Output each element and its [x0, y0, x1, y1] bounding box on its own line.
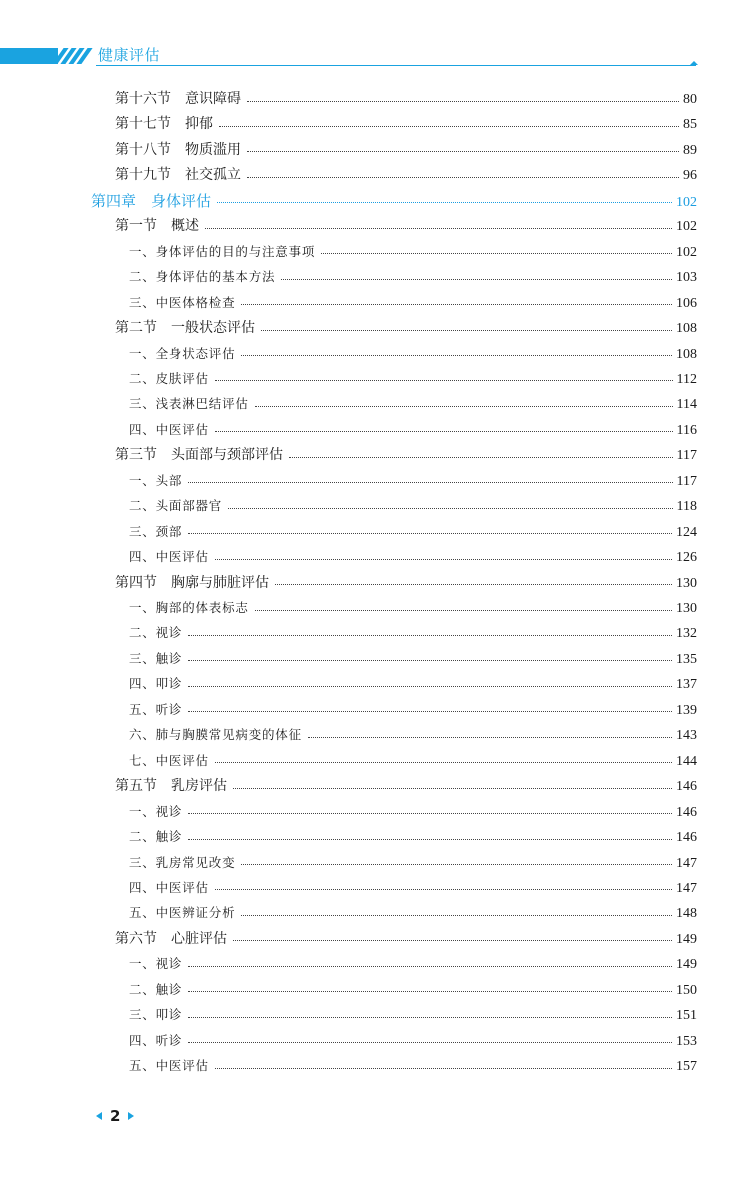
toc-entry-label: 第十八节 物质滥用 [115, 141, 241, 158]
toc-entry-page: 114 [676, 397, 697, 413]
toc-section-entry[interactable] [115, 444, 697, 466]
header-stripes [58, 48, 90, 64]
dot-leader [241, 915, 672, 916]
toc-entry-page: 118 [676, 499, 697, 515]
toc-entry-label: 一、全身状态评估 [129, 345, 236, 361]
toc-entry-page: 102 [676, 194, 697, 210]
toc-section-entry[interactable] [115, 928, 697, 950]
toc-entry-label: 一、胸部的体表标志 [129, 600, 249, 615]
dot-leader [289, 457, 673, 458]
toc-section-entry[interactable] [115, 317, 697, 339]
toc-entry-page: 146 [676, 804, 697, 820]
toc-entry-label: 二、身体评估的基本方法 [129, 269, 276, 285]
toc-entry-page: 147 [676, 880, 697, 896]
toc-entry-page: 85 [683, 117, 697, 133]
toc-entry-label: 第一节 概述 [115, 218, 199, 235]
toc-entry-label: 三、叩诊 [129, 1007, 183, 1023]
toc-entry-label: 三、乳房常见改变 [129, 854, 236, 870]
dot-leader [188, 1017, 672, 1018]
dot-leader [188, 991, 672, 992]
toc-entry-page: 108 [676, 346, 697, 362]
toc-entry-page: 153 [676, 1033, 697, 1049]
toc-subsection-entry[interactable] [129, 826, 697, 848]
toc-entry-label: 第二节 一般状态评估 [115, 320, 255, 337]
toc-entry-page: 144 [676, 753, 697, 769]
toc-subsection-entry[interactable] [129, 673, 697, 695]
running-header [0, 0, 750, 70]
toc-entry-label: 第五节 乳房评估 [115, 778, 227, 795]
dot-leader [247, 101, 679, 102]
toc-entry-page: 103 [676, 270, 697, 286]
dot-leader [275, 584, 672, 585]
toc-entry-page: 139 [676, 702, 697, 718]
toc-entry-page: 147 [676, 855, 697, 871]
toc-entry-page: 130 [676, 601, 697, 616]
toc-entry-page: 124 [676, 524, 697, 540]
toc-entry-label: 第六节 心脏评估 [115, 930, 227, 947]
toc-entry-label: 二、视诊 [129, 625, 183, 641]
dot-leader [188, 686, 672, 687]
toc-section-entry[interactable] [115, 215, 697, 237]
dot-leader [215, 380, 673, 381]
toc-entry-label: 五、中医辨证分析 [129, 905, 236, 921]
toc-entry-label: 七、中医评估 [129, 752, 209, 768]
dot-leader [233, 940, 672, 941]
toc-entry-page: 117 [676, 473, 697, 489]
toc-entry-label: 第十六节 意识障碍 [115, 91, 241, 107]
toc-section-entry[interactable] [115, 164, 697, 186]
toc-section-entry[interactable] [115, 88, 697, 110]
toc-subsection-entry[interactable] [129, 292, 697, 314]
toc-entry-page: 108 [676, 321, 697, 337]
toc-entry-label: 一、头部 [129, 472, 183, 488]
dot-leader [188, 1042, 672, 1043]
dot-leader [241, 864, 672, 865]
toc-subsection-entry[interactable] [129, 979, 697, 1001]
toc-entry-page: 102 [676, 219, 697, 235]
dot-leader [217, 202, 672, 203]
dot-leader [215, 1068, 672, 1069]
page-number: 2 [110, 1107, 121, 1125]
toc-entry-label: 三、中医体格检查 [129, 294, 236, 310]
toc-subsection-entry[interactable] [129, 368, 697, 390]
toc-subsection-entry[interactable] [129, 750, 697, 772]
toc-entry-page: 116 [676, 422, 697, 438]
toc-entry-page: 146 [676, 830, 697, 846]
toc-subsection-entry[interactable] [129, 1030, 697, 1052]
toc-subsection-entry[interactable] [129, 724, 697, 746]
toc-subsection-entry[interactable] [129, 546, 697, 568]
toc-subsection-entry[interactable] [129, 699, 697, 721]
toc-entry-page: 126 [676, 550, 697, 566]
toc-entry-label: 二、头面部器官 [129, 498, 223, 514]
toc-entry-page: 143 [676, 728, 697, 744]
toc-subsection-entry[interactable] [129, 1055, 697, 1077]
toc-subsection-entry[interactable] [129, 648, 697, 670]
toc-subsection-entry[interactable] [129, 343, 697, 365]
toc-entry-label: 四、中医评估 [129, 879, 209, 895]
toc-entry-page: 96 [683, 168, 697, 184]
toc-entry-label: 一、视诊 [129, 956, 183, 972]
dot-leader [247, 177, 679, 178]
toc-entry-label: 五、中医评估 [129, 1058, 209, 1074]
dot-leader [261, 330, 672, 331]
page-footer [96, 1107, 134, 1125]
toc-entry-label: 一、身体评估的目的与注意事项 [129, 243, 316, 259]
toc-entry-label: 五、听诊 [129, 701, 183, 717]
toc-subsection-entry[interactable] [129, 241, 697, 263]
dot-leader [215, 431, 673, 432]
toc-subsection-entry[interactable] [129, 393, 697, 415]
prev-triangle-icon [96, 1112, 102, 1120]
toc-entry-page: 132 [676, 626, 697, 642]
toc-entry-label: 四、叩诊 [129, 676, 183, 692]
dot-leader [241, 355, 672, 356]
toc-entry-label: 四、中医评估 [129, 549, 209, 565]
dot-leader [188, 711, 672, 712]
next-triangle-icon [128, 1112, 134, 1120]
toc-entry-label: 第四节 胸廓与肺脏评估 [115, 574, 269, 591]
toc-subsection-entry[interactable] [129, 419, 697, 441]
toc-entry-page: 130 [676, 575, 697, 591]
toc-entry-page: 106 [676, 295, 697, 311]
toc-subsection-entry[interactable] [129, 1004, 697, 1026]
toc-entry-page: 137 [676, 677, 697, 693]
toc-entry-page: 102 [676, 244, 697, 260]
dot-leader [215, 889, 672, 890]
toc-entry-label: 二、触诊 [129, 829, 183, 845]
dot-leader [188, 482, 672, 483]
toc-section-entry[interactable] [115, 139, 697, 161]
toc-entry-label: 四、听诊 [129, 1032, 183, 1048]
dot-leader [188, 966, 672, 967]
toc-entry-label: 一、视诊 [129, 803, 183, 819]
dot-leader [241, 304, 672, 305]
header-rule [96, 65, 696, 66]
dot-leader [228, 508, 672, 509]
dot-leader [233, 788, 672, 789]
toc-subsection-entry[interactable] [129, 953, 697, 975]
toc-entry-label: 三、颈部 [129, 523, 183, 539]
toc-entry-label: 四、中医评估 [129, 421, 209, 437]
dot-leader [255, 406, 673, 407]
header-arrow-icon [690, 61, 698, 65]
header-bar [0, 48, 58, 64]
toc-section-entry[interactable] [115, 572, 697, 594]
toc-entry-page: 112 [676, 371, 697, 387]
dot-leader [188, 660, 672, 661]
toc-chapter-entry[interactable] [91, 190, 697, 212]
toc-entry-page: 148 [676, 906, 697, 922]
toc-entry-label: 三、浅表淋巴结评估 [129, 396, 249, 412]
toc-entry-label: 二、皮肤评估 [129, 370, 209, 386]
dot-leader [247, 151, 679, 152]
toc-subsection-entry[interactable] [129, 902, 697, 924]
toc-entry-label: 二、触诊 [129, 981, 183, 997]
toc-entry-page: 149 [676, 931, 697, 947]
toc-entry-page: 146 [676, 779, 697, 795]
dot-leader [281, 279, 672, 280]
toc-subsection-entry[interactable] [129, 622, 697, 644]
dot-leader [215, 559, 672, 560]
header-title: 健康评估 [98, 46, 161, 64]
toc-entry-page: 150 [676, 982, 697, 998]
toc-subsection-entry[interactable] [129, 877, 697, 899]
toc-subsection-entry[interactable] [129, 597, 697, 619]
toc-entry-page: 117 [676, 448, 697, 464]
toc-entry-label: 第四章 身体评估 [91, 191, 212, 210]
dot-leader [205, 228, 672, 229]
dot-leader [215, 762, 672, 763]
toc-subsection-entry[interactable] [129, 801, 697, 823]
dot-leader [188, 533, 672, 534]
toc-subsection-entry[interactable] [129, 470, 697, 492]
toc-entry-page: 149 [676, 957, 697, 973]
toc-section-entry[interactable] [115, 775, 697, 797]
dot-leader [188, 635, 672, 636]
toc-entry-page: 151 [676, 1008, 697, 1024]
toc-entry-page: 80 [683, 92, 697, 107]
toc-entry-page: 89 [683, 142, 697, 158]
dot-leader [188, 813, 672, 814]
toc-section-entry[interactable] [115, 113, 697, 135]
toc-subsection-entry[interactable] [129, 521, 697, 543]
toc-entry-label: 六、肺与胸膜常见病变的体征 [129, 727, 302, 743]
toc-entry-label: 第十九节 社交孤立 [115, 167, 241, 184]
dot-leader [219, 126, 679, 127]
toc-subsection-entry[interactable] [129, 266, 697, 288]
toc-entry-label: 三、触诊 [129, 650, 183, 666]
toc-entry-page: 157 [676, 1059, 697, 1075]
toc-subsection-entry[interactable] [129, 852, 697, 874]
toc-entry-label: 第十七节 抑郁 [115, 116, 213, 133]
toc-entry-label: 第三节 头面部与颈部评估 [115, 447, 283, 464]
toc-entry-page: 135 [676, 651, 697, 667]
dot-leader [255, 610, 672, 611]
toc-subsection-entry[interactable] [129, 495, 697, 517]
dot-leader [188, 839, 672, 840]
dot-leader [308, 737, 672, 738]
dot-leader [321, 253, 672, 254]
